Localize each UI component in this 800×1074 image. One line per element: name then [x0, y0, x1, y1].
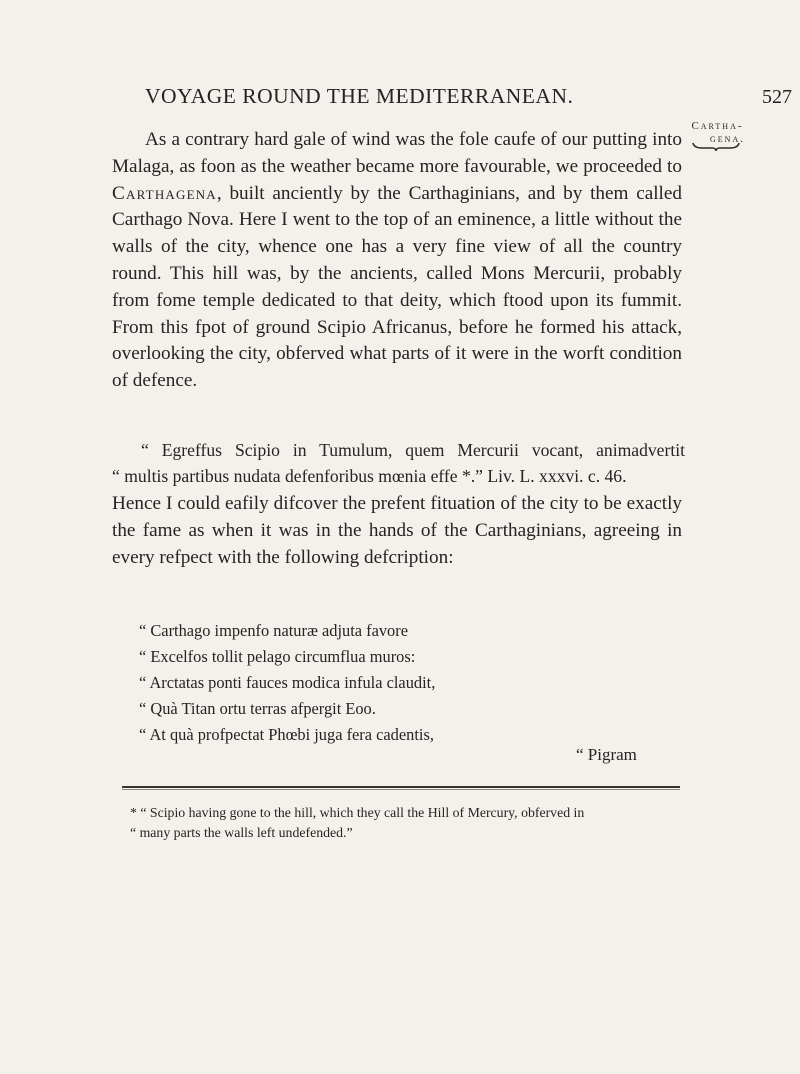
footnote: [130, 803, 660, 842]
margin-brace-icon: [692, 142, 740, 151]
verse-block: [139, 618, 435, 748]
paragraph-1-end: , built anciently by the Carthaginians, and by them called Carthago Nova. Here I went to the top of an eminence, a little without the walls of the city, whence one has a very fine view of all the country round. This hill was, by the ancients, called Mons Mercurii, probably from fome temple dedicated to that deity, which ftood upon its fummit. From this fpot of ground Scipio Africanus, before he formed his attack, overlooking the city, obferved what parts of it were in the worft condition of defence.: [112, 182, 682, 392]
verse-line-3: “ Arctatas ponti fauces modica infula claudit,: [139, 673, 436, 693]
verse-line-5: “ At quà profpectat Phœbi juga fera cadentis,: [139, 725, 434, 745]
catchword: “ Pigram: [576, 745, 637, 764]
footnote-line-2: “ many parts the walls left undefended.”: [130, 824, 353, 840]
paragraph-2: Hence I could eafily difcover the prefent fituation of the city to be exactly the fame as when it was in the hands of the Carthaginians, agreeing in every refpect with the following defcription:: [112, 493, 682, 568]
margin-note-line-2: gena.: [710, 133, 745, 145]
footnote-rule-thin: [122, 789, 680, 790]
page-number: 527: [762, 86, 792, 108]
margin-note-line-1: Cartha-: [691, 120, 744, 132]
paragraph-1: [112, 127, 682, 395]
verse-line-1: “ Carthago impenfo naturæ adjuta favore: [139, 621, 408, 640]
footnote-rule: [122, 786, 680, 788]
place-name: Carthagena: [112, 182, 217, 204]
latin-quote-line-2: “ multis partibus nudata defenforibus mœnia effe *.” Liv. L. xxxvi. c. 46.: [112, 466, 627, 486]
paragraph-1-start: As a contrary hard gale of wind was the fole caufe of our putting into Malaga, as foon as the weather became more favourable, we proceeded to: [112, 129, 682, 177]
verse-line-2: “ Excelfos tollit pelago circumflua muros:: [139, 647, 416, 667]
latin-quote-line-1: “ Egreffus Scipio in Tumulum, quem Mercurii vocant, animadvertit: [141, 440, 685, 460]
verse-line-4: “ Quà Titan ortu terras afpergit Eoo.: [139, 699, 376, 719]
latin-quote: [112, 437, 685, 489]
running-head: VOYAGE ROUND THE MEDITERRANEAN.: [145, 84, 574, 108]
footnote-line-1: * “ Scipio having gone to the hill, which they call the Hill of Mercury, obferved in: [130, 805, 585, 820]
